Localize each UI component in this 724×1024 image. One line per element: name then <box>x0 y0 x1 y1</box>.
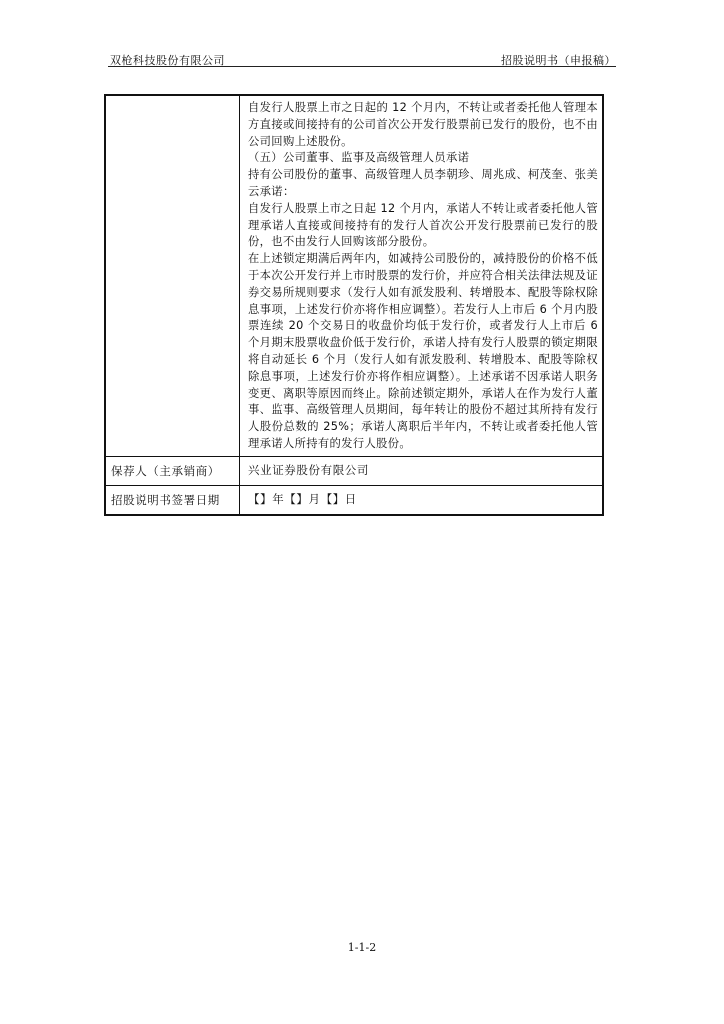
commitment-section-heading: （五）公司董事、监事及高级管理人员承诺 <box>248 151 470 165</box>
header-divider <box>108 66 616 67</box>
signing-date-value: 【】年【】月【】日 <box>248 492 357 507</box>
sponsor-label: 保荐人（主承销商） <box>106 457 240 485</box>
commitment-paragraph: 持有公司股份的董事、高级管理人员李朝珍、周兆成、柯茂奎、张美云承诺： <box>248 168 598 198</box>
info-table <box>104 94 604 516</box>
table-label-empty <box>106 96 240 456</box>
commitment-paragraph: 在上述锁定期满后两年内，如减持公司股份的，减持股份的价格不低于本次公开发行并上市时股票的发行价，并应符合相关法律法规及证券交易所规则要求（发行人如有派发股利、转增股本、配股等除权除息事项，上述发行价亦将作相应调整）。若发行人上市后 6 个月内股票连续 20 个交易日的收盘价均低于发行价，或者发行人上市后 6 个月期末股票收盘价低于发行价，承诺人持有发行人股票的锁定期限将自动延长 6 个月（发行人如有派发股利、转增股本、配股等除权除息事项，上述发行价亦将作相应调整）。上述承诺不因承诺人职务变更、离职等原因而终止。除前述锁定期外，承诺人在作为发行人董事、监事、高级管理人员期间，每年转让的股份不超过其所持有发行人股份总数的 25%；承诺人离职后半年内，不转让或者委托他人管理承诺人所持有的发行人股份。 <box>248 252 598 450</box>
commitment-paragraph: 自发行人股票上市之日起的 12 个月内，不转让或者委托他人管理本方直接或间接持有的公司首次公开发行股票前已发行的股份，也不由公司回购上述股份。 <box>248 101 598 148</box>
header-company-name: 双枪科技股份有限公司 <box>110 54 225 67</box>
commitments-cell <box>240 96 602 456</box>
header-document-title: 招股说明书（申报稿） <box>501 54 616 67</box>
table-row-commitments <box>106 96 602 456</box>
table-row-signing-date <box>106 485 602 514</box>
sponsor-value: 兴业证券股份有限公司 <box>248 463 369 478</box>
signing-date-label: 招股说明书签署日期 <box>106 486 240 514</box>
page-number: 1-1-2 <box>347 941 377 954</box>
table-row-sponsor <box>106 456 602 485</box>
commitment-paragraph: 自发行人股票上市之日起 12 个月内，承诺人不转让或者委托他人管理承诺人直接或间接持有的发行人首次公开发行股票前已发行的股份，也不由发行人回购该部分股份。 <box>248 201 598 249</box>
